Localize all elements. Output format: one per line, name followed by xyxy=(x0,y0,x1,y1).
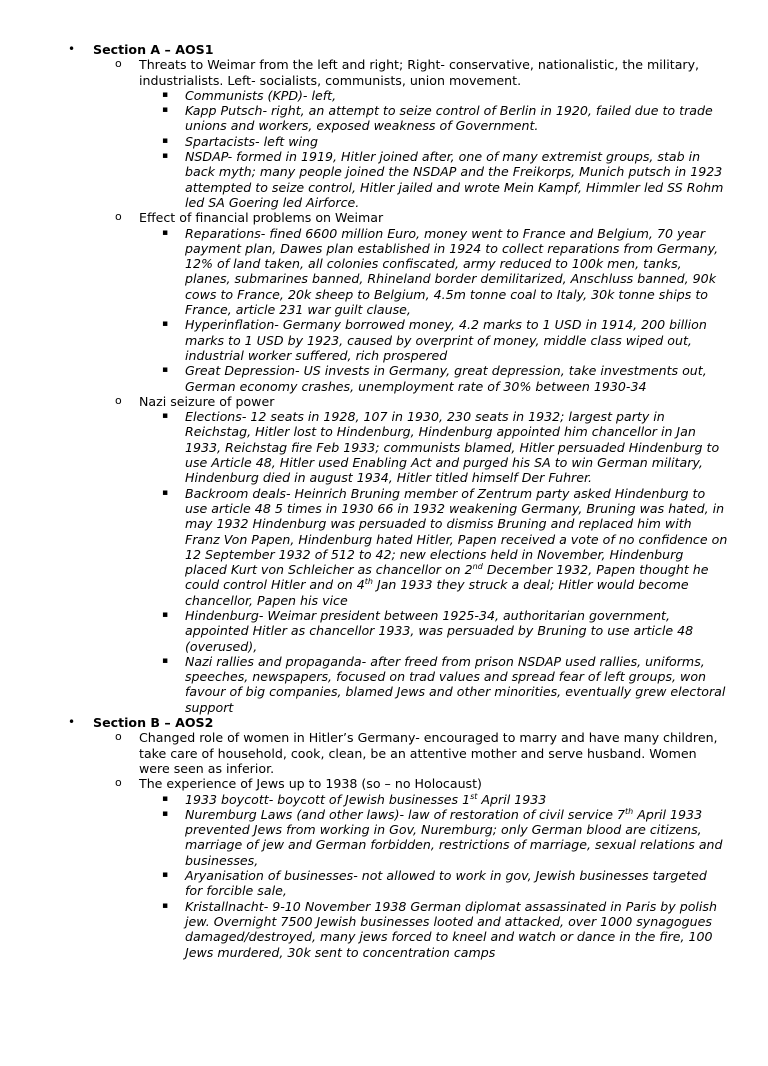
bullet-point xyxy=(93,654,768,715)
section-title: Section A – AOS1 xyxy=(93,42,214,57)
document-page xyxy=(0,42,768,1066)
ordinal-suffix: st xyxy=(470,791,478,801)
topic-item xyxy=(93,210,768,225)
point-text: Hyperinflation- Germany borrowed money, 4.2 marks to 1 USD in 1914, 200 billion marks to 1 USD by 1923, caused by overprint of money, middle class wiped out, industrial worker suffered, rich prospered xyxy=(185,317,707,363)
bullet-point xyxy=(93,486,768,608)
section-2 xyxy=(0,715,768,960)
point-text: Nuremburg Laws (and other laws)- law of restoration of civil service 7th April 1933 prevented Jews from working in Gov, Nuremburg; only German blood are citizens, marriage of jew and German forbidden, restrictions of marriage, sexual relations and businesses, xyxy=(185,806,723,868)
topic-text: Changed role of women in Hitler’s Germany- encouraged to marry and have many children, take care of household, cook, clean, be an attentive mother and serve husband. Women were seen as inferior. xyxy=(139,730,718,776)
topic-item xyxy=(93,730,768,776)
ordinal-suffix: th xyxy=(364,577,373,587)
square-bullet-icon: ▪ xyxy=(162,135,169,146)
square-bullet-icon: ▪ xyxy=(162,89,169,100)
ordinal-suffix: nd xyxy=(472,561,483,571)
section-title: Section B – AOS2 xyxy=(93,715,214,731)
bullet-point xyxy=(93,149,768,210)
topic-text: Threats to Weimar from the left and right; Right- conservative, nationalistic, the military, industrialists. Left- socialists, communists, union movement. xyxy=(139,57,700,88)
bullet-point xyxy=(93,226,768,318)
square-bullet-icon: ▪ xyxy=(162,487,169,498)
bullet-point xyxy=(93,608,768,654)
bullet-point xyxy=(93,868,768,899)
circle-bullet-icon: o xyxy=(115,57,122,71)
point-text: Hindenburg- Weimar president between 1925-34, authoritarian government, appointed Hitler as chancellor 1933, was persuaded by Bruning to use article 48 (overused), xyxy=(185,607,694,654)
point-text: Kristallnacht- 9-10 November 1938 German diplomat assassinated in Paris by polish jew. Overnight 7500 Jewish businesses looted and attacked, over 1000 synagogues damaged/destroyed, many jews forced to kneel and watch or dance in the fire, 100 Jews murdered, 30k sent to concentration camps xyxy=(185,898,717,960)
circle-bullet-icon: o xyxy=(115,210,122,224)
bullet-point xyxy=(93,103,768,134)
square-bullet-icon: ▪ xyxy=(162,105,169,116)
point-text: Elections- 12 seats in 1928, 107 in 1930, 230 seats in 1932; largest party in Reichstag, Hitler lost to Hindenburg, Hindenburg appointed him chancellor in Jan 1933, Reichstag fire Feb 1933; communists blamed, Hitler persuaded Hindenburg to use Article 48, Hitler used Enabling Act and purged his SA to win German military, Hindenburg died in august 1934, Hitler titled himself Der Fuhrer. xyxy=(185,409,720,486)
square-bullet-icon: ▪ xyxy=(162,227,169,238)
topic-text: Nazi seizure of power xyxy=(139,393,275,409)
circle-bullet-icon: o xyxy=(115,776,122,790)
point-text: Nazi rallies and propaganda- after freed from prison NSDAP used rallies, uniforms, speeches, newspapers, focused on trad values and spread fear of left groups, won favour of big companies, blamed Jews and other minorities, eventually grew electoral support xyxy=(185,653,726,715)
point-text: Reparations- fined 6600 million Euro, money went to France and Belgium, 70 year payment plan, Dawes plan established in 1924 to collect reparations from Germany, 12% of land taken, all colonies confiscated, army reduced to 100k men, tanks, planes, submarines banned, Rhineland border demilitarized, Anschluss banned, 90k cows to France, 20k sheep to Belgium, 4.5m tonne coal to Italy, 30k tonne ships to France, article 231 war guilt clause, xyxy=(185,225,719,318)
section-1 xyxy=(0,42,768,715)
ordinal-suffix: th xyxy=(625,806,634,816)
square-bullet-icon: ▪ xyxy=(162,655,169,666)
square-bullet-icon: ▪ xyxy=(162,808,169,819)
square-bullet-icon: ▪ xyxy=(162,609,169,620)
point-text: NSDAP- formed in 1919, Hitler joined after, one of many extremist groups, stab in back myth; many people joined the NSDAP and the Freikorps, Munich putsch in 1923 attempted to seize control, Hitler jailed and wrote Mein Kampf, Himmler led SS Rohm led SA Goering led Airforce. xyxy=(185,149,724,210)
point-text: Aryanisation of businesses- not allowed to work in gov, Jewish businesses targeted for forcible sale, xyxy=(185,868,707,899)
square-bullet-icon: ▪ xyxy=(162,365,169,376)
point-text: Communists (KPD)- left, xyxy=(185,87,337,103)
topic-item xyxy=(93,57,768,88)
circle-bullet-icon: o xyxy=(115,393,122,407)
circle-bullet-icon: o xyxy=(115,730,122,744)
bullet-point xyxy=(93,88,768,103)
point-text: Spartacists- left wing xyxy=(185,133,318,149)
point-text: Backroom deals- Heinrich Bruning member of Zentrum party asked Hindenburg to use article 48 5 times in 1930 66 in 1932 weakening Germany, Bruning was hated, in may 1932 Hindenburg was persuaded to dismiss Bruning and replaced him with Franz Von Papen, Hindenburg hated Hitler, Papen received a vote of no confidence on 12 September 1932 of 512 to 42; new elections held in November, Hindenburg placed Kurt von Schleicher as chancellor on 2nd December 1932, Papen thought he could control Hitler and on 4th Jan 1933 they struck a deal; Hitler would become chancellor, Papen his vice xyxy=(185,485,728,608)
square-bullet-icon: ▪ xyxy=(162,900,169,911)
square-bullet-icon: ▪ xyxy=(162,870,169,881)
bullet-point xyxy=(93,409,768,485)
topic-text: The experience of Jews up to 1938 (so – no Holocaust) xyxy=(139,776,482,792)
bullet-icon: • xyxy=(68,42,76,56)
topic-item xyxy=(93,394,768,409)
square-bullet-icon: ▪ xyxy=(162,793,169,804)
topic-text: Effect of financial problems on Weimar xyxy=(139,210,384,226)
point-text: Great Depression- US invests in Germany, great depression, take investments out, German economy crashes, unemployment rate of 30% between 1930-34 xyxy=(185,363,707,394)
bullet-point xyxy=(93,807,768,868)
topic-item xyxy=(93,776,768,791)
bullet-point xyxy=(93,792,768,807)
bullet-point xyxy=(93,317,768,363)
square-bullet-icon: ▪ xyxy=(162,319,169,330)
point-text: 1933 boycott- boycott of Jewish businesses 1st April 1933 xyxy=(185,791,547,807)
bullet-icon: • xyxy=(68,715,76,730)
bullet-point xyxy=(93,363,768,394)
bullet-point xyxy=(93,134,768,149)
point-text: Kapp Putsch- right, an attempt to seize control of Berlin in 1920, failed due to trade unions and workers, exposed weakness of Government. xyxy=(185,103,713,134)
bullet-point xyxy=(93,899,768,960)
square-bullet-icon: ▪ xyxy=(162,151,169,162)
square-bullet-icon: ▪ xyxy=(162,411,169,422)
